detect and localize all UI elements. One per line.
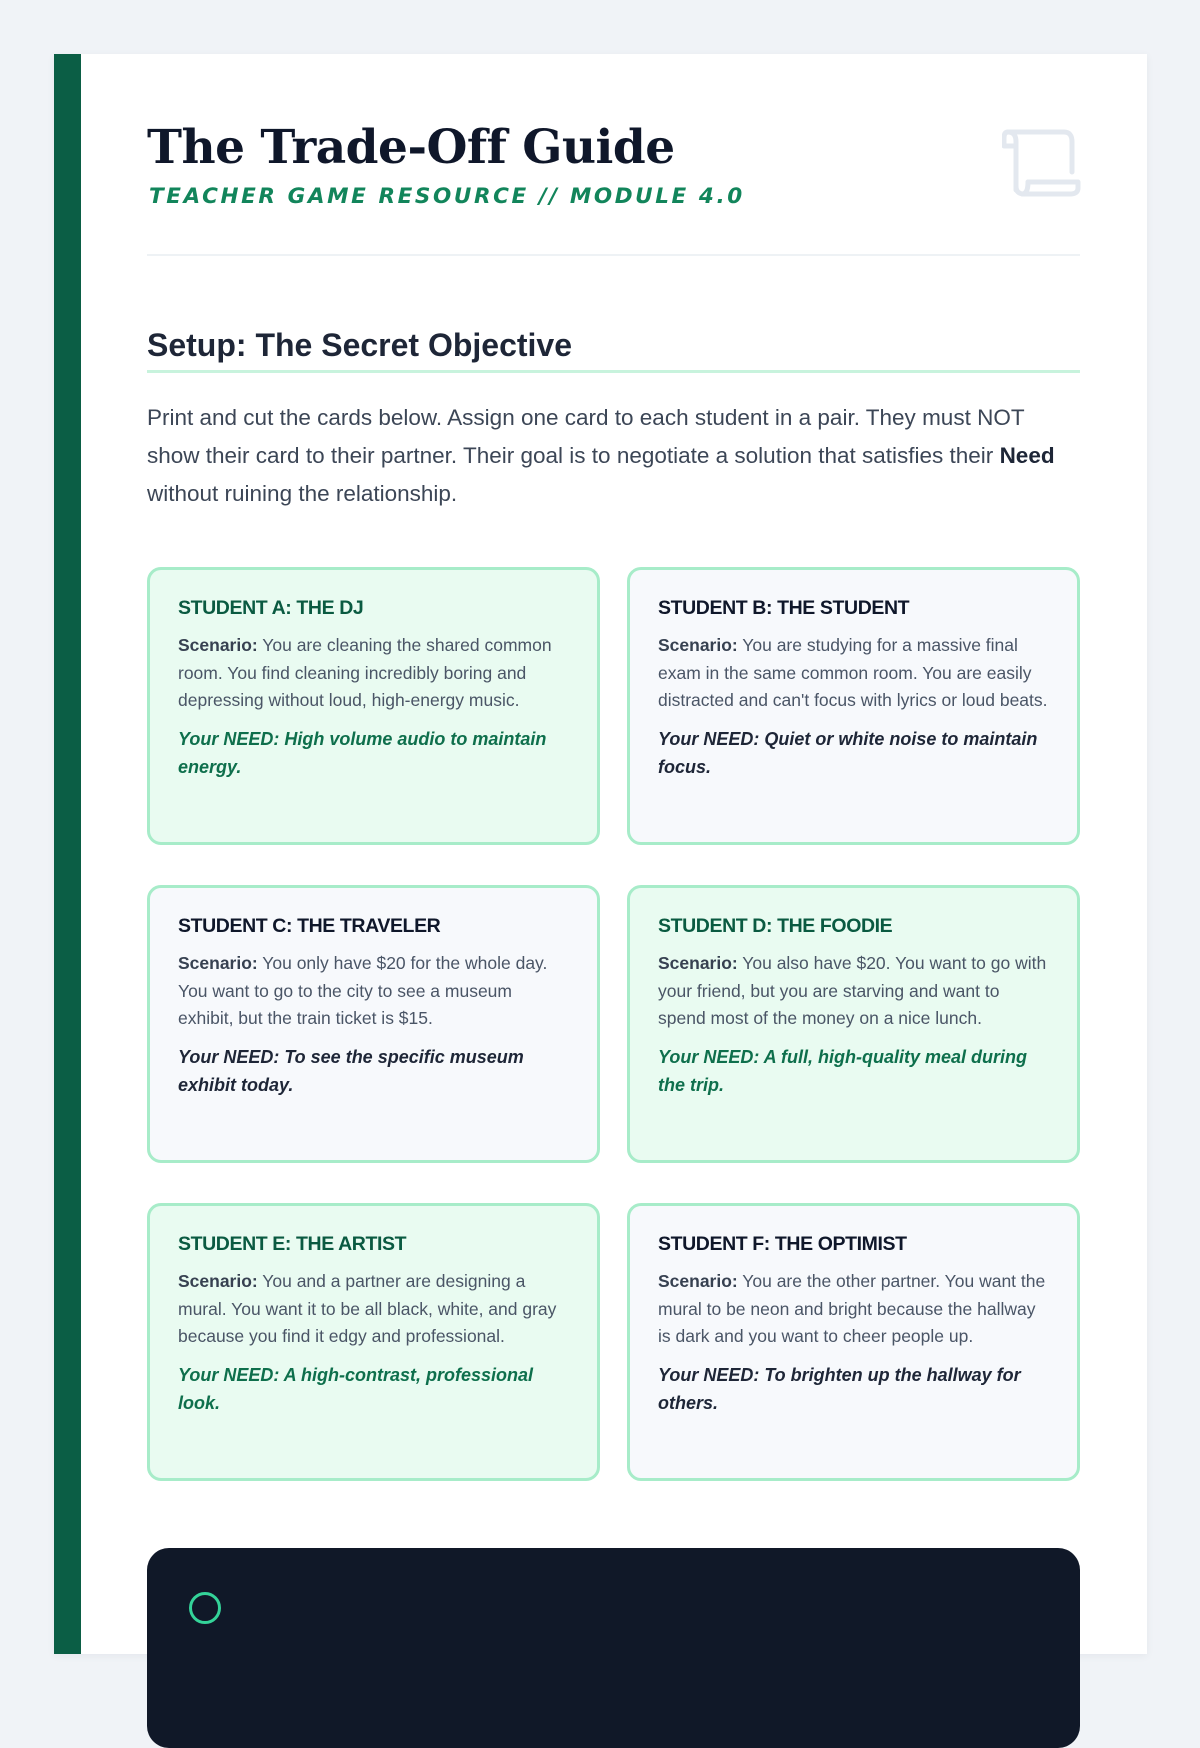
scenario-label: Scenario: — [178, 635, 258, 655]
card-title: STUDENT E: THE ARTIST — [178, 1233, 407, 1255]
card-title: STUDENT A: THE DJ — [178, 597, 364, 619]
role-card-student-e — [147, 1203, 600, 1481]
card-need: Your NEED: A high-contrast, professional look. — [178, 1364, 534, 1413]
scenario-text: You also have $20. You want to go with your friend, but you are starving and want to spend most of the money on a nice lunch. — [658, 953, 1047, 1028]
role-card-student-c — [147, 885, 600, 1163]
card-need: Your NEED: Quiet or white noise to maintain focus. — [658, 728, 1038, 777]
scenario-label: Scenario: — [658, 1271, 738, 1291]
card-title: STUDENT F: THE OPTIMIST — [658, 1233, 907, 1255]
intro-text: Print and cut the cards below. Assign one card to each student in a pair. They must NOT show their card to their partner. Their goal is to negotiate a solution that satisfies their — [147, 405, 1025, 468]
scenario-label: Scenario: — [658, 635, 738, 655]
document-page — [54, 54, 1147, 1654]
scenario-text: You are cleaning the shared common room. You find cleaning incredibly boring and depressing without loud, high-energy music. — [178, 635, 552, 710]
card-title: STUDENT C: THE TRAVELER — [178, 915, 441, 937]
page-subtitle: TEACHER GAME RESOURCE // MODULE 4.0 — [149, 184, 745, 209]
role-card-student-b — [627, 567, 1080, 845]
role-card-student-f — [627, 1203, 1080, 1481]
card-scenario — [178, 632, 569, 715]
scenario-text: You only have $20 for the whole day. You want to go to the city to see a museum exhibit, but the train ticket is $15. — [178, 953, 548, 1028]
card-scenario — [658, 632, 1049, 715]
intro-paragraph — [147, 399, 1080, 513]
role-card-student-a — [147, 567, 600, 845]
card-scenario — [178, 950, 569, 1033]
scenario-label: Scenario: — [658, 953, 738, 973]
intro-need-emphasis: Need — [999, 443, 1055, 468]
role-card-student-d — [627, 885, 1080, 1163]
card-scenario — [178, 1268, 569, 1351]
card-title: STUDENT D: THE FOODIE — [658, 915, 893, 937]
accent-bar — [54, 54, 81, 1654]
scenario-text: You are studying for a massive final exam in the same common room. You are easily distracted and can't focus with lyrics or loud beats. — [658, 635, 1048, 710]
section-divider — [147, 370, 1080, 373]
scenario-label: Scenario: — [178, 953, 258, 973]
intro-text-end: without ruining the relationship. — [147, 481, 458, 506]
card-scenario — [658, 950, 1049, 1033]
card-need: Your NEED: A full, high-quality meal during the trip. — [658, 1046, 1027, 1095]
card-need: Your NEED: To brighten up the hallway for others. — [658, 1364, 1021, 1413]
header-divider — [147, 254, 1080, 256]
card-title: STUDENT B: THE STUDENT — [658, 597, 910, 619]
card-need: Your NEED: High volume audio to maintain energy. — [178, 728, 547, 777]
scenario-label: Scenario: — [178, 1271, 258, 1291]
circle-icon — [189, 1592, 221, 1624]
footer-panel — [147, 1548, 1080, 1748]
page-title: The Trade-Off Guide — [147, 120, 675, 175]
scenario-text: You are the other partner. You want the mural to be neon and bright because the hallway is dark and you want to cheer people up. — [658, 1271, 1046, 1346]
card-need: Your NEED: To see the specific museum exhibit today. — [178, 1046, 524, 1095]
section-title: Setup: The Secret Objective — [147, 327, 573, 363]
card-scenario — [658, 1268, 1049, 1351]
scroll-icon — [1002, 126, 1082, 200]
scenario-text: You and a partner are designing a mural. You want it to be all black, white, and gray because you find it edgy and professional. — [178, 1271, 557, 1346]
